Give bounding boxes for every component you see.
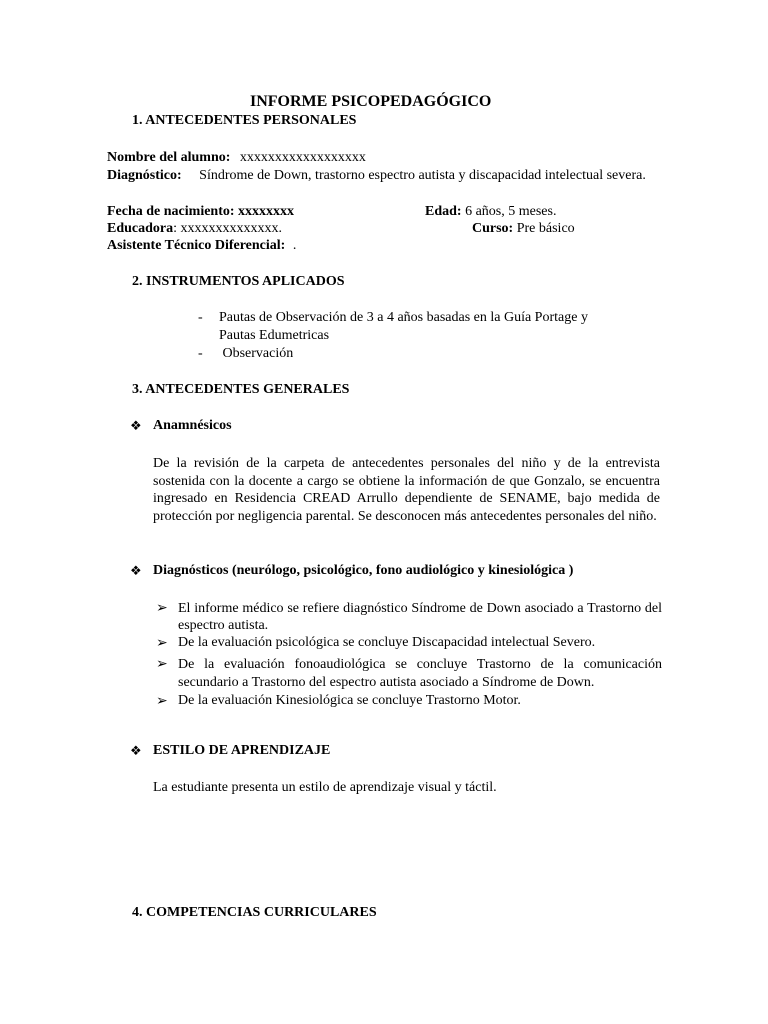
diagnostico-value: Síndrome de Down, trastorno espectro autista y discapacidad intelectual severa. bbox=[199, 168, 646, 183]
anamnesicos-paragraph: De la revisión de la carpeta de antecedentes personales del niño y de la entrevista sostenida con la docente a cargo se obtiene la información de que Gonzalo, se encuentra ingresado en Residencia CREAD Arrullo dependiente de SENAME, bajo medida de protección por negligencia parental. Se desconocen más antecedentes personales del niño. bbox=[153, 456, 660, 524]
instrument-item-1-cont: Pautas Edumetricas bbox=[219, 328, 330, 343]
diagnostico-item-4: De la evaluación Kinesiológica se concluye Trastorno Motor. bbox=[178, 693, 521, 708]
field-fecha-nacimiento bbox=[107, 204, 294, 220]
section-heading-instrumentos: 2. INSTRUMENTOS APLICADOS bbox=[132, 274, 345, 289]
diagnostico-item-3: De la evaluación fonoaudiológica se concluye Trastorno de la comunicación secundario a Trastorno del espectro autista asociado a Síndrome de Down. bbox=[178, 657, 662, 690]
section-heading-antecedentes-generales: 3. ANTECEDENTES GENERALES bbox=[132, 382, 350, 397]
edad-label: Edad: bbox=[425, 204, 462, 219]
diagnostico-item-2: De la evaluación psicológica se concluye Discapacidad intelectual Severo. bbox=[178, 635, 596, 650]
fecha-label: Fecha de nacimiento: bbox=[107, 204, 235, 219]
instrument-item-1: Pautas de Observación de 3 a 4 años basadas en la Guía Portage y bbox=[219, 310, 588, 325]
asistente-value: . bbox=[292, 238, 297, 253]
curso-value: Pre básico bbox=[516, 221, 575, 236]
diagnostico-item-1: El informe médico se refiere diagnóstico Síndrome de Down asociado a Trastorno del espectro autista. bbox=[178, 601, 662, 633]
fecha-value: xxxxxxxx bbox=[238, 204, 295, 219]
edad-value: 6 años, 5 meses. bbox=[465, 204, 557, 219]
diagnostico-label: Diagnóstico: bbox=[107, 168, 182, 183]
field-edad bbox=[425, 204, 556, 220]
educadora-value: : xxxxxxxxxxxxxx. bbox=[173, 221, 283, 236]
arrow-bullet-icon: ➢ bbox=[156, 601, 168, 616]
arrow-bullet-icon: ➢ bbox=[156, 657, 168, 672]
arrow-bullet-icon: ➢ bbox=[156, 636, 168, 651]
educadora-label: Educadora bbox=[107, 221, 174, 236]
diamond-bullet-icon: ❖ bbox=[130, 563, 142, 578]
field-curso bbox=[472, 221, 575, 237]
subheading-diagnosticos: Diagnósticos (neurólogo, psicológico, fono audiológico y kinesiológica ) bbox=[153, 563, 574, 578]
nombre-value: xxxxxxxxxxxxxxxxxx bbox=[239, 150, 366, 165]
instrument-dash-2: - bbox=[198, 346, 203, 361]
field-diagnostico bbox=[107, 167, 660, 184]
asistente-label: Asistente Técnico Diferencial: bbox=[107, 238, 286, 253]
curso-label: Curso: bbox=[472, 221, 514, 236]
subheading-anamnesicos: Anamnésicos bbox=[153, 418, 232, 433]
instrument-dash-1: - bbox=[198, 310, 203, 325]
field-asistente bbox=[107, 238, 296, 254]
subheading-estilo-aprendizaje: ESTILO DE APRENDIZAJE bbox=[153, 743, 331, 758]
field-nombre bbox=[107, 150, 366, 166]
field-educadora bbox=[107, 221, 282, 237]
estilo-paragraph: La estudiante presenta un estilo de aprendizaje visual y táctil. bbox=[153, 780, 497, 795]
arrow-bullet-icon: ➢ bbox=[156, 694, 168, 709]
diamond-bullet-icon: ❖ bbox=[130, 743, 142, 758]
diamond-bullet-icon: ❖ bbox=[130, 418, 142, 433]
nombre-label: Nombre del alumno: bbox=[107, 150, 231, 165]
page-title: INFORME PSICOPEDAGÓGICO bbox=[250, 93, 492, 110]
instrument-item-2: Observación bbox=[219, 346, 294, 361]
section-heading-competencias: 4. COMPETENCIAS CURRICULARES bbox=[132, 905, 377, 920]
section-heading-antecedentes-personales: 1. ANTECEDENTES PERSONALES bbox=[132, 113, 357, 128]
